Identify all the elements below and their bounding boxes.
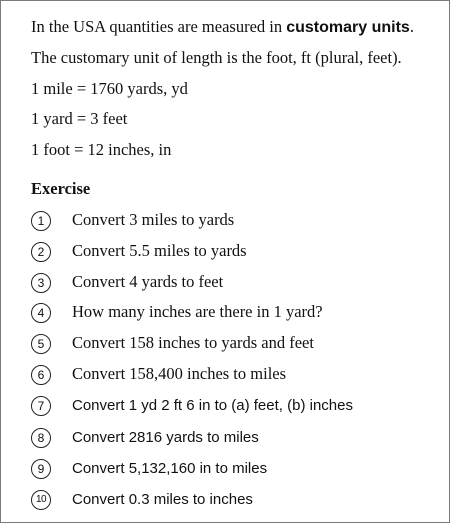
exercise-item-text: Convert 158 inches to yards and feet bbox=[72, 333, 314, 352]
exercise-item-text: Convert 158,400 inches to miles bbox=[72, 364, 287, 383]
exercise-item bbox=[31, 273, 441, 295]
exercise-item bbox=[31, 334, 441, 356]
exercise-item bbox=[31, 490, 441, 512]
exercise-item bbox=[31, 428, 441, 450]
item-number-circle: 5 bbox=[31, 334, 51, 354]
item-number-circle: 8 bbox=[31, 428, 51, 448]
intro-line-4: 1 yard = 3 feet bbox=[31, 109, 128, 128]
exercise-item-text: Convert 0.3 miles to inches bbox=[72, 491, 253, 508]
intro-line-1 bbox=[31, 17, 414, 38]
exercise-item bbox=[31, 459, 441, 481]
item-number-circle: 4 bbox=[31, 303, 51, 323]
item-number-circle: 1 bbox=[31, 211, 51, 231]
exercise-item bbox=[31, 365, 441, 387]
exercise-item-text: How many inches are there in 1 yard? bbox=[72, 302, 323, 321]
exercise-item-text: Convert 4 yards to feet bbox=[72, 272, 224, 291]
exercise-item-text: Convert 1 yd 2 ft 6 in to (a) feet, (b) inches bbox=[72, 397, 353, 414]
intro-line-1-prefix: In the USA quantities are measured in bbox=[31, 17, 287, 36]
item-number-circle: 7 bbox=[31, 396, 51, 416]
intro-line-5: 1 foot = 12 inches, in bbox=[31, 140, 172, 159]
exercise-item bbox=[31, 242, 441, 264]
exercise-item-text: Convert 5.5 miles to yards bbox=[72, 241, 247, 260]
exercise-item-text: Convert 3 miles to yards bbox=[72, 210, 235, 229]
item-number-circle: 10 bbox=[31, 490, 51, 510]
exercise-item bbox=[31, 303, 441, 325]
exercise-item-text: Convert 2816 yards to miles bbox=[72, 429, 259, 446]
item-number-circle: 9 bbox=[31, 459, 51, 479]
item-number-circle: 2 bbox=[31, 242, 51, 262]
exercise-item bbox=[31, 211, 441, 233]
exercise-item bbox=[31, 396, 441, 418]
exercise-item-text: Convert 5,132,160 in to miles bbox=[72, 460, 268, 477]
item-number-circle: 3 bbox=[31, 273, 51, 293]
intro-line-1-suffix: . bbox=[409, 17, 414, 36]
exercise-heading: Exercise bbox=[31, 179, 91, 198]
intro-line-2: The customary unit of length is the foot, ft (plural, feet). bbox=[31, 48, 402, 67]
intro-bold-term: customary units bbox=[286, 19, 410, 36]
item-number-circle: 6 bbox=[31, 365, 51, 385]
intro-line-3: 1 mile = 1760 yards, yd bbox=[31, 79, 188, 98]
